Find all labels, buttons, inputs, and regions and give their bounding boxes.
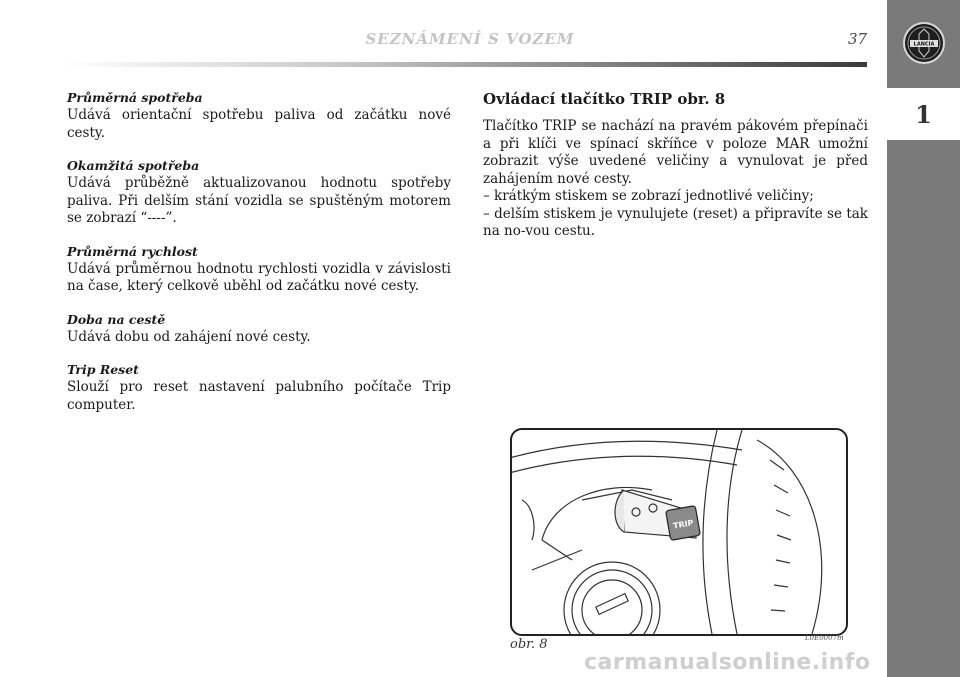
chapter-tab: [887, 88, 960, 140]
lancia-logo: [887, 0, 960, 86]
trip-button-heading: Ovládací tlačítko TRIP obr. 8: [483, 90, 726, 108]
trip-short-press: – krátkým stiskem se zobrazí jednotlivé veličiny;: [483, 188, 814, 204]
section-heading: Průměrná spotřeba: [67, 90, 203, 105]
section-heading: Okamžitá spotřeba: [67, 158, 200, 173]
section-heading: Průměrná rychlost: [67, 243, 198, 259]
section-text: Slouží pro reset nastavení palubního počítače Trip computer.: [67, 379, 451, 413]
section-trip-reset: [67, 362, 451, 414]
trip-paragraph: Tlačítko TRIP se nachází na pravém pákovém přepínači a při klíči ve spínací skříňce v poloze MAR umožní zobrazit výše uvedené veličiny a vynulovat je před zahájením nové cesty.: [483, 118, 868, 187]
section-text: Udává orientační spotřebu paliva od začátku nové cesty.: [67, 107, 451, 141]
section-text: Udává dobu od zahájení nové cesty.: [67, 328, 311, 345]
figure-caption: obr. 8: [510, 637, 548, 652]
trip-long-press: – delším stiskem je vynulujete (reset) a připravíte se tak na no-vou cestu.: [483, 205, 868, 239]
steering-stalk-illustration: [512, 430, 846, 634]
section-text: Udává průběžně aktualizovanou hodnotu spotřeby paliva. Při delším stání vozidla se spuštěným motorem se zobrazí “----”.: [67, 175, 451, 226]
section-text: Udává průměrnou hodnotu rychlosti vozidla v závislosti na čase, který celkově uběhl od začátku nové cesty.: [67, 260, 451, 294]
trip-button-label: TRIP: [672, 518, 695, 531]
section-heading: Trip Reset: [67, 362, 139, 377]
section-trip-time: [67, 312, 451, 347]
lancia-shield-icon: [902, 21, 946, 65]
left-column: [67, 90, 451, 430]
section-average-speed: [67, 244, 451, 296]
watermark: carmanualsonline.info: [584, 650, 871, 675]
section-instant-consumption: [67, 158, 451, 228]
header-rule: [63, 62, 867, 67]
svg-text:LANCIA: LANCIA: [913, 41, 934, 48]
chapter-sidebar: [887, 0, 960, 677]
figure-trip-button: [510, 428, 848, 636]
right-column: [483, 90, 868, 241]
figure-code: L0E0007m: [805, 634, 844, 642]
chapter-number: 1: [915, 99, 932, 129]
page-number: 37: [848, 30, 868, 48]
section-heading: Doba na cestě: [67, 311, 166, 327]
page-header-title: SEZNÁMENÍ S VOZEM: [365, 30, 575, 48]
section-average-consumption: [67, 90, 451, 142]
